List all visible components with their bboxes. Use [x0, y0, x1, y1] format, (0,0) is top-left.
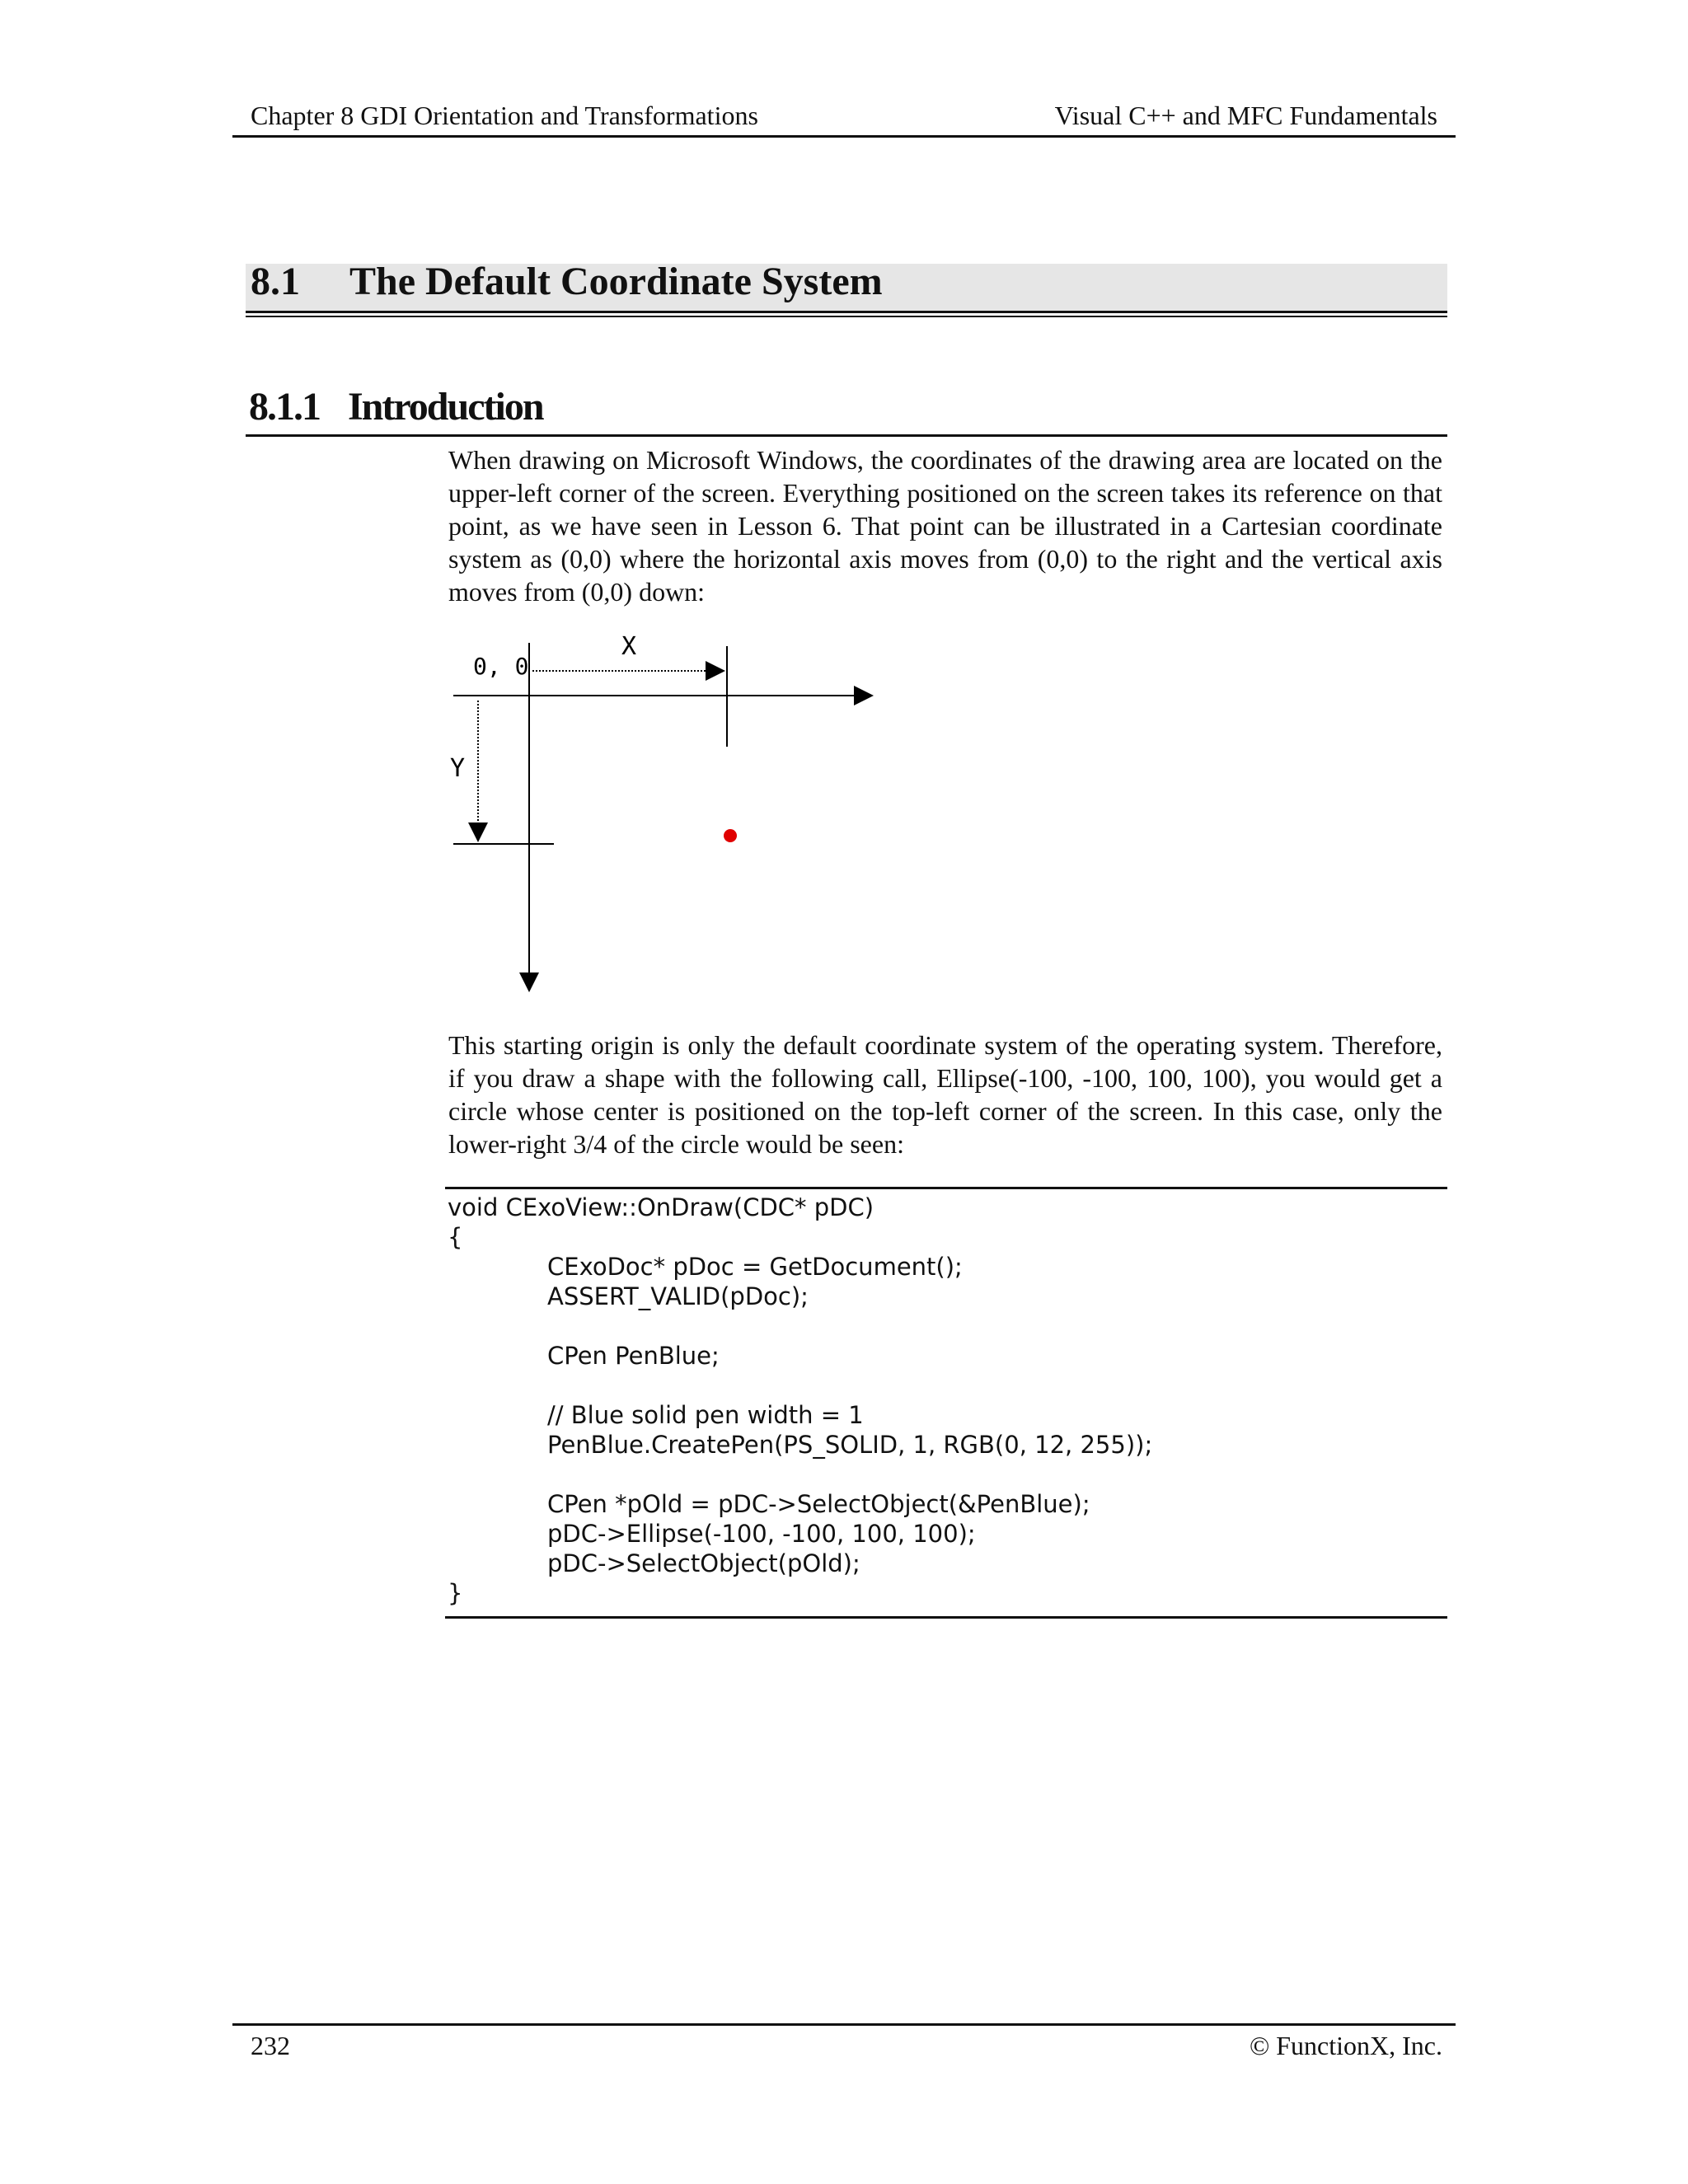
- code-line: void CExoView::OnDraw(CDC* pDC): [448, 1193, 874, 1221]
- code-line: PenBlue.CreatePen(PS_SOLID, 1, RGB(0, 12, 255));: [547, 1431, 1153, 1459]
- x-axis-label: X: [621, 632, 637, 661]
- section-rule-double: [246, 316, 1447, 317]
- red-point: [724, 829, 737, 842]
- section-number: 8.1: [251, 260, 300, 303]
- code-listing: [445, 1187, 1447, 1619]
- code-line: ASSERT_VALID(pDoc);: [547, 1282, 809, 1310]
- page-header: [232, 97, 1456, 138]
- y-indicator-arrow: [468, 823, 488, 842]
- horizontal-axis-arrow: [854, 686, 874, 705]
- code-line: CExoDoc* pDoc = GetDocument();: [547, 1253, 963, 1281]
- vertical-axis-arrow: [519, 972, 539, 992]
- subsection-heading: [249, 384, 543, 429]
- y-axis-label: Y: [450, 754, 466, 783]
- code-line: pDC->Ellipse(-100, -100, 100, 100);: [547, 1520, 976, 1548]
- page-number: 232: [251, 2031, 290, 2060]
- code-line: }: [448, 1579, 463, 1607]
- intro-paragraph: When drawing on Microsoft Windows, the coordinates of the drawing area are located on the upper-left corner of the screen. Everything positioned on the screen takes its reference on that point, as we have seen in Lesson 6. That point can be illustrated in a Cartesian coordinate system as (0,0) where the horizontal axis moves from (0,0) to the right and the vertical axis moves from (0,0) down:: [448, 445, 1442, 607]
- explanation-paragraph: This starting origin is only the default coordinate system of the operating system. Therefore, if you draw a shape with the following call, Ellipse(-100, -100, 100, 100), you would get a circle whose center is positioned on the top-left corner of the screen. In this case, only the lower-right 3/4 of the circle would be seen:: [448, 1030, 1442, 1159]
- x-indicator-arrow: [706, 661, 725, 681]
- book-title: Visual C++ and MFC Fundamentals: [1054, 101, 1437, 130]
- section-heading: [251, 259, 883, 304]
- copyright-notice: © FunctionX, Inc.: [1249, 2031, 1442, 2060]
- page-footer: [232, 2023, 1456, 2075]
- section-title: The Default Coordinate System: [349, 260, 883, 303]
- chapter-title: Chapter 8 GDI Orientation and Transformations: [251, 101, 758, 130]
- subsection-rule: [246, 434, 1447, 437]
- code-line: // Blue solid pen width = 1: [547, 1401, 864, 1429]
- code-line: CPen PenBlue;: [547, 1342, 720, 1370]
- subsection-title: Introduction: [348, 385, 543, 429]
- code-line: pDC->SelectObject(pOld);: [547, 1549, 860, 1577]
- subsection-number: 8.1.1: [249, 385, 320, 429]
- origin-label: 0, 0: [473, 653, 529, 680]
- section-rule: [246, 311, 1447, 313]
- code-line: {: [448, 1223, 463, 1251]
- code-line: CPen *pOld = pDC->SelectObject(&PenBlue);: [547, 1490, 1090, 1518]
- coordinate-system-figure: [437, 626, 898, 997]
